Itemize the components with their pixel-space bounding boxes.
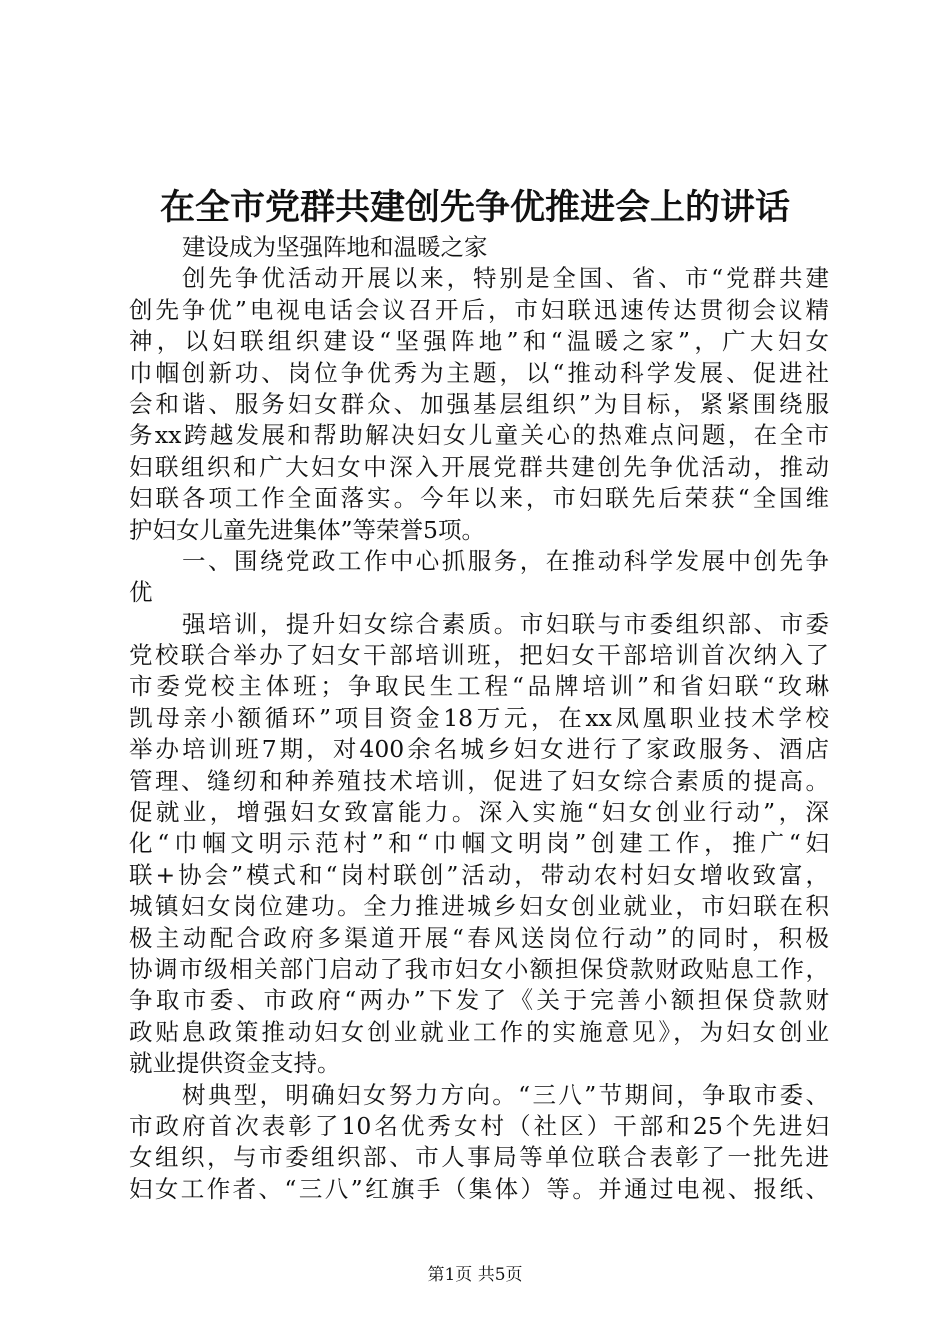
paragraph-line: 女组织，与市委组织部、市人事局等单位联合表彰了一批先进 (129, 1143, 829, 1172)
paragraph-line: 政贴息政策推动妇女创业就业工作的实施意见》，为妇女创业 (129, 1017, 829, 1046)
paragraph-line: 创先争优活动开展以来，特别是全国、省、市“党群共建 (182, 264, 829, 293)
paragraph-line: 凯母亲小额循环”项目资金18万元，在xx凤凰职业技术学校 (129, 703, 829, 732)
paragraph-line: 管理、缝纫和种养殖技术培训，促进了妇女综合素质的提高。 (129, 766, 829, 795)
paragraph-line: 促就业，增强妇女致富能力。深入实施“妇女创业行动”，深 (129, 798, 829, 827)
paragraph-line: 妇女工作者、“三八”红旗手（集体）等。并通过电视、报纸、 (129, 1174, 829, 1203)
paragraph-line: 树典型，明确妇女努力方向。“三八”节期间，争取市委、 (182, 1080, 829, 1109)
paragraph-line: 联+协会”模式和“岗村联创”活动，带动农村妇女增收致富， (129, 860, 829, 889)
paragraph-line: 妇联各项工作全面落实。今年以来，市妇联先后荣获“全国维 (129, 484, 829, 513)
paragraph-line: 市委党校主体班；争取民生工程“品牌培训”和省妇联“玫琳 (129, 672, 829, 701)
paragraph-line: 争取市委、市政府“两办”下发了《关于完善小额担保贷款财 (129, 986, 829, 1015)
paragraph-line: 市政府首次表彰了10名优秀女村（社区）干部和25个先进妇 (129, 1111, 829, 1140)
paragraph-line: 党校联合举办了妇女干部培训班，把妇女干部培训首次纳入了 (129, 641, 829, 670)
paragraph-line: 举办培训班7期，对400余名城乡妇女进行了家政服务、酒店 (129, 735, 829, 764)
paragraph-line: 妇联组织和广大妇女中深入开展党群共建创先争优活动，推动 (129, 452, 829, 481)
section-heading-line: 优 (129, 578, 153, 607)
section-heading-line: 一、围绕党政工作中心抓服务，在推动科学发展中创先争 (182, 546, 829, 575)
document-body (129, 232, 829, 1205)
paragraph-line: 就业提供资金支持。 (129, 1049, 341, 1078)
paragraph-line: 创先争优”电视电话会议召开后，市妇联迅速传达贯彻会议精 (129, 295, 829, 324)
paragraph-line: 极主动配合政府多渠道开展“春风送岗位行动”的同时，积极 (129, 923, 829, 952)
paragraph-line: 护妇女儿童先进集体”等荣誉5项。 (129, 515, 485, 544)
paragraph-line: 神，以妇联组织建设“坚强阵地”和“温暖之家”，广大妇女 (129, 327, 829, 356)
paragraph-line: 城镇妇女岗位建功。全力推进城乡妇女创业就业，市妇联在积 (129, 892, 829, 921)
paragraph-line: 务xx跨越发展和帮助解决妇女儿童关心的热难点问题，在全市 (129, 421, 829, 450)
paragraph-line: 建设成为坚强阵地和温暖之家 (182, 233, 488, 261)
paragraph-line: 强培训，提升妇女综合素质。市妇联与市委组织部、市委 (182, 609, 829, 638)
page-number: 第1页 共5页 (427, 1265, 523, 1285)
paragraph-line: 巾帼创新功、岗位争优秀为主题，以“推动科学发展、促进社 (129, 358, 829, 387)
document-title: 在全市党群共建创先争优推进会上的讲话 (159, 187, 790, 228)
paragraph-line: 协调市级相关部门启动了我市妇女小额担保贷款财政贴息工作， (129, 954, 829, 983)
paragraph-line: 化“巾帼文明示范村”和“巾帼文明岗”创建工作，推广“妇 (129, 829, 829, 858)
paragraph-line: 会和谐、服务妇女群众、加强基层组织”为目标，紧紧围绕服 (129, 389, 829, 418)
